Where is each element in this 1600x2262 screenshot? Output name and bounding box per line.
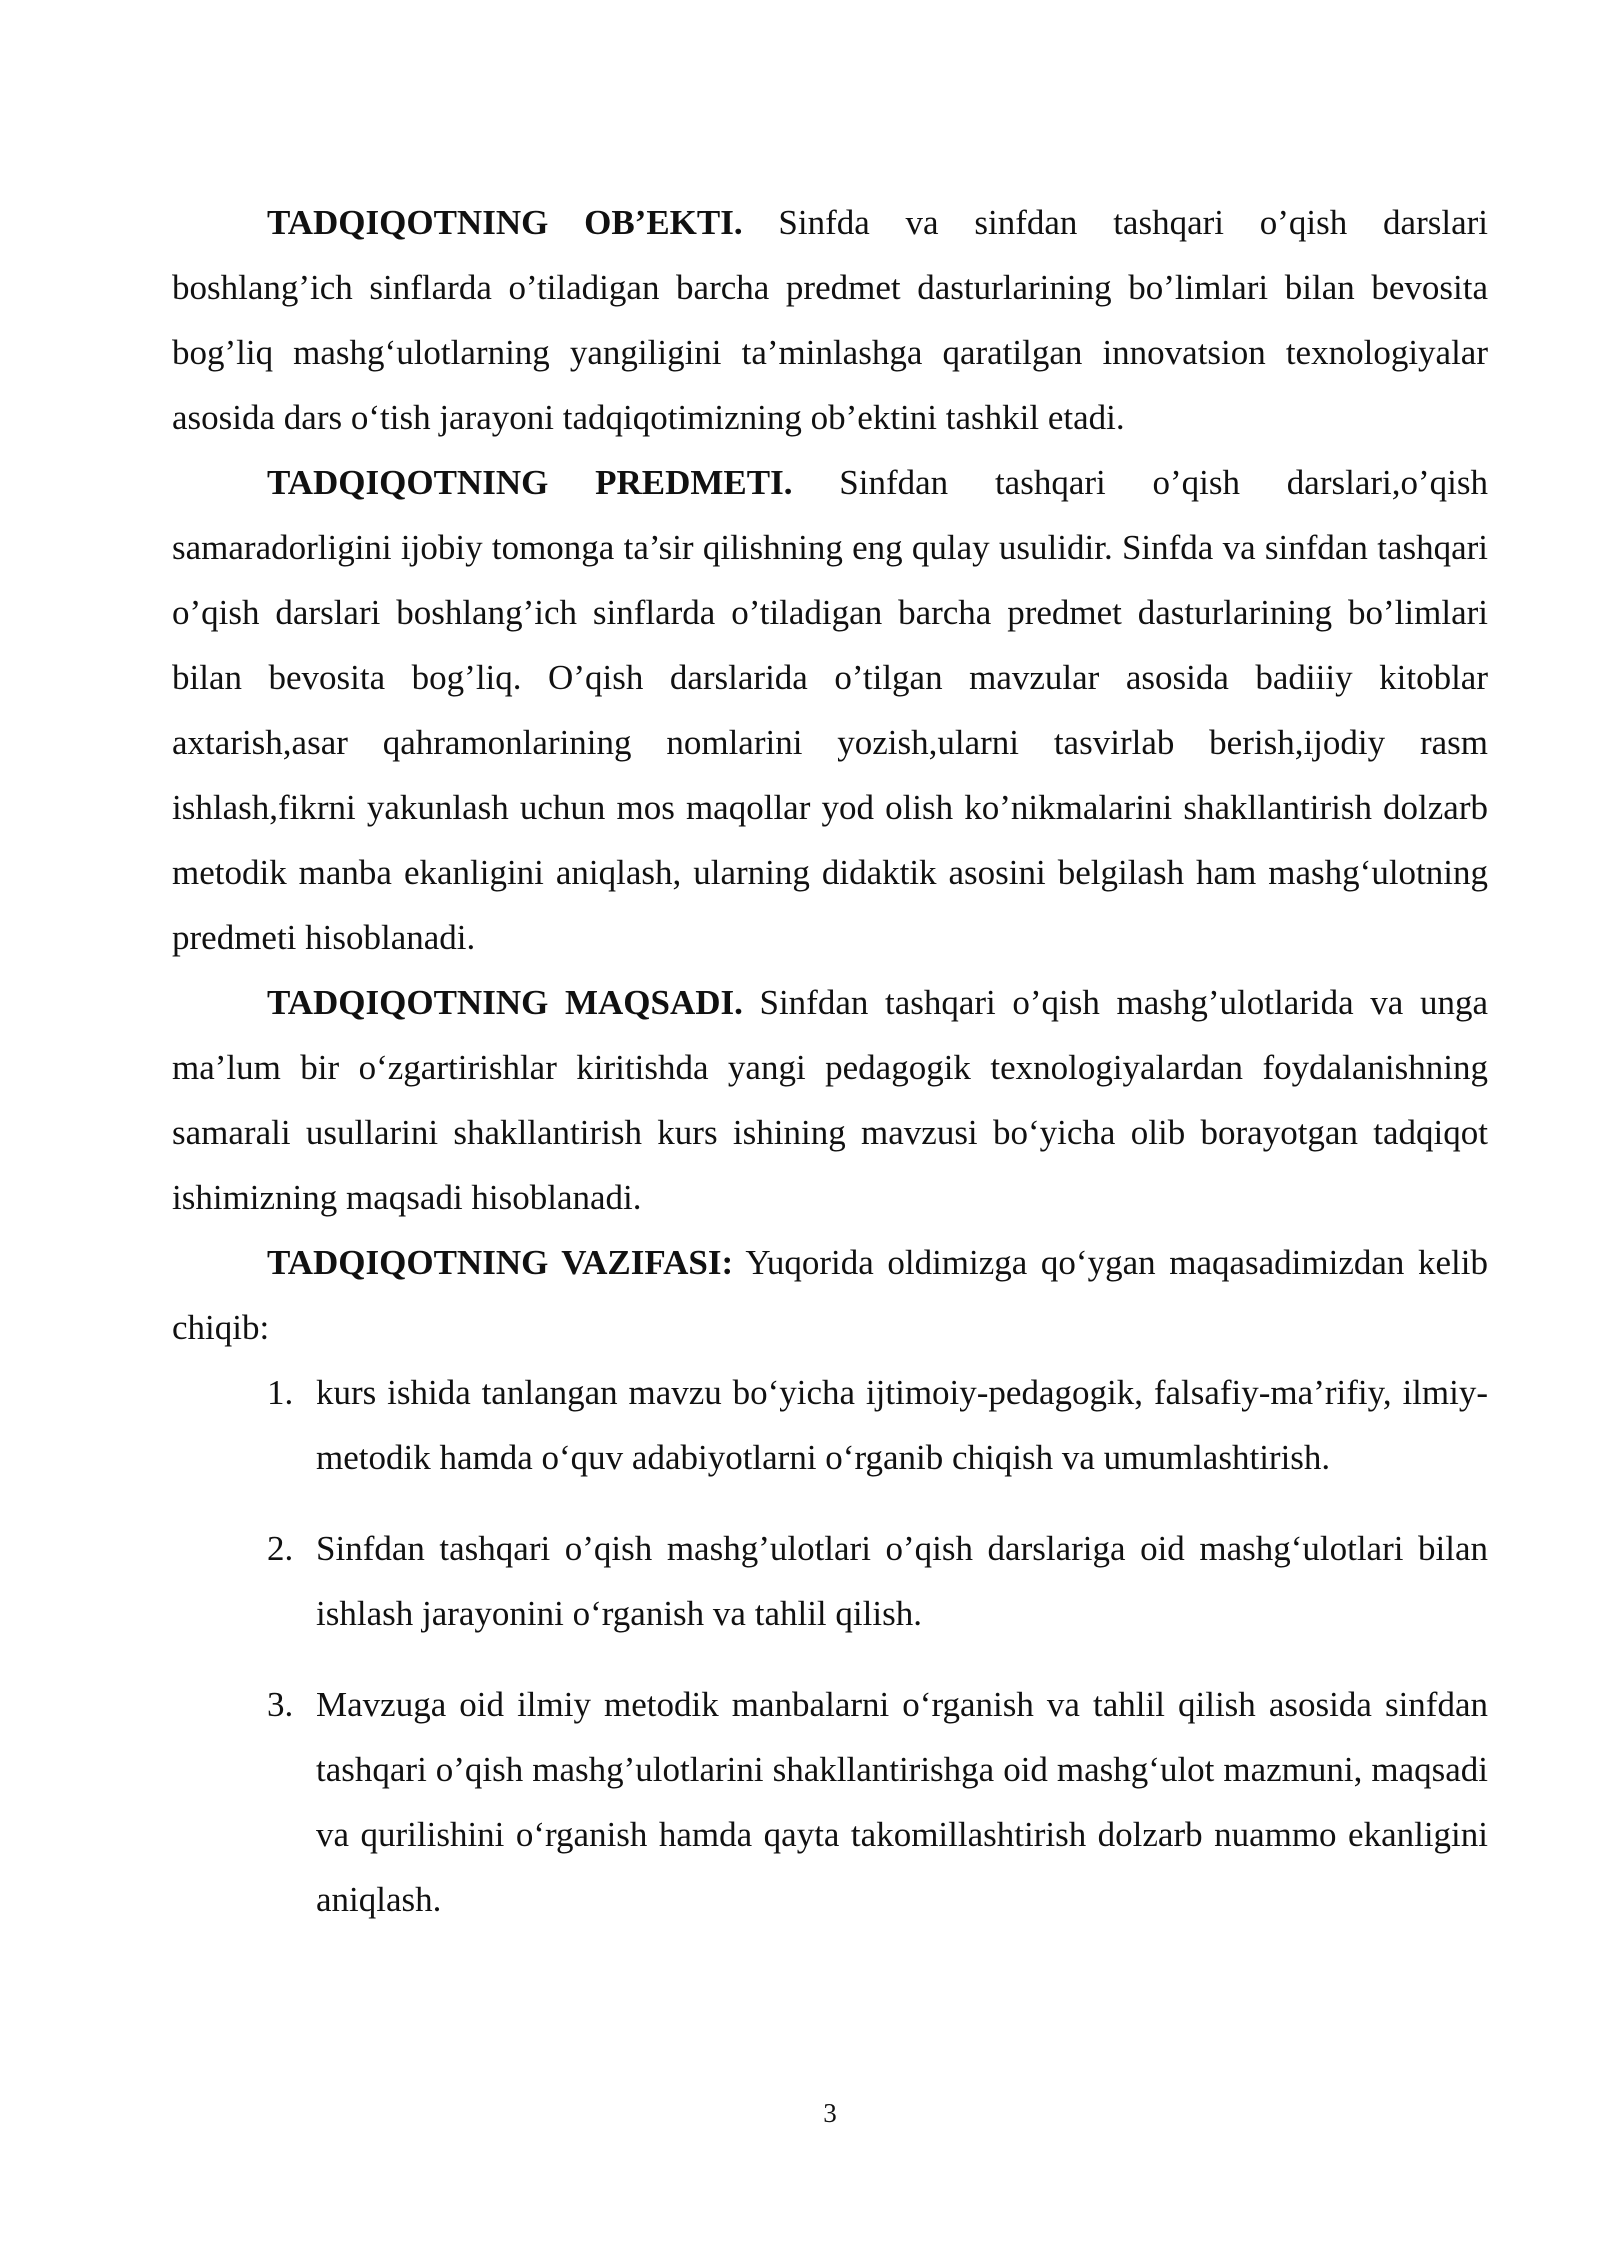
list-item-text: kurs ishida tanlangan mavzu bo‘yicha ijtimoiy-pedagogik, falsafiy-ma’rifiy, ilmiy-metodik hamda o‘quv adabiyotlarni o‘rganib chiqish va umumlashtirish. [316,1373,1488,1477]
tasks-heading: TADQIQOTNING VAZIFASI: [267,1243,734,1282]
goal-text: Sinfdan tashqari o’qish mashg’ulotlarida va unga ma’lum bir o‘zgartirishlar kiritishda yangi pedagogik texnologiyalardan foydalanishning samarali usullarini shakllantirish kurs ishining mavzusi bo‘yicha olib borayotgan tadqiqot ishimizning maqsadi hisoblanadi. [172,983,1488,1217]
object-heading: TADQIQOTNING OB’EKTI. [267,203,743,242]
subject-text: Sinfdan tashqari o’qish darslari,o’qish samaradorligini ijobiy tomonga ta’sir qilishning eng qulay usulidir. Sinfda va sinfdan tashqari o’qish darslari boshlang’ich sinflarda o’tiladigan barcha predmet dasturlarining bo’limlari bilan bevosita bog’liq. O’qish darslarida o’tilgan mavzular asosida badiiiy kitoblar axtarish,asar qahramonlarining nomlarini yozish,ularni tasvirlab berish,ijodiy rasm ishlash,fikrni yakunlash uchun mos maqollar yod olish ko’nikmalarini shakllantirish dolzarb metodik manba ekanligini aniqlash, ularning didaktik asosini belgilash ham mashg‘ulotning predmeti hisoblanadi. [172,463,1488,957]
list-item-text: Sinfdan tashqari o’qish mashg’ulotlari o’qish darslariga oid mashg‘ulotlari bilan ishlash jarayonini o‘rganish va tahlil qilish. [316,1529,1488,1633]
object-paragraph [172,190,1488,450]
list-item [172,1672,1488,1932]
list-item [172,1516,1488,1646]
list-item [172,1360,1488,1490]
tasks-list [172,1360,1488,1932]
page-number: 3 [823,2098,837,2128]
list-item-number: 2. [267,1529,294,1568]
tasks-paragraph [172,1230,1488,1360]
subject-paragraph [172,450,1488,970]
subject-heading: TADQIQOTNING PREDMETI. [267,463,793,502]
list-item-number: 1. [267,1373,294,1412]
list-item-number: 3. [267,1685,294,1724]
document-page [172,190,1488,1958]
goal-paragraph [172,970,1488,1230]
goal-heading: TADQIQOTNING MAQSADI. [267,983,743,1022]
tasks-intro-text: Yuqorida oldimizga qo‘ygan maqasadimizdan kelib chiqib: [172,1243,1488,1347]
list-item-text: Mavzuga oid ilmiy metodik manbalarni o‘rganish va tahlil qilish asosida sinfdan tashqari o’qish mashg’ulotlarini shakllantirishga oid mashg‘ulot mazmuni, maqsadi va qurilishini o‘rganish hamda qayta takomillashtirish dolzarb nuammo ekanligini aniqlash. [316,1685,1488,1919]
object-text: Sinfda va sinfdan tashqari o’qish darslari boshlang’ich sinflarda o’tiladigan barcha predmet dasturlarining bo’limlari bilan bevosita bog’liq mashg‘ulotlarning yangiligini ta’minlashga qaratilgan innovatsion texnologiyalar asosida dars o‘tish jarayoni tadqiqotimizning ob’ektini tashkil etadi. [172,203,1488,437]
